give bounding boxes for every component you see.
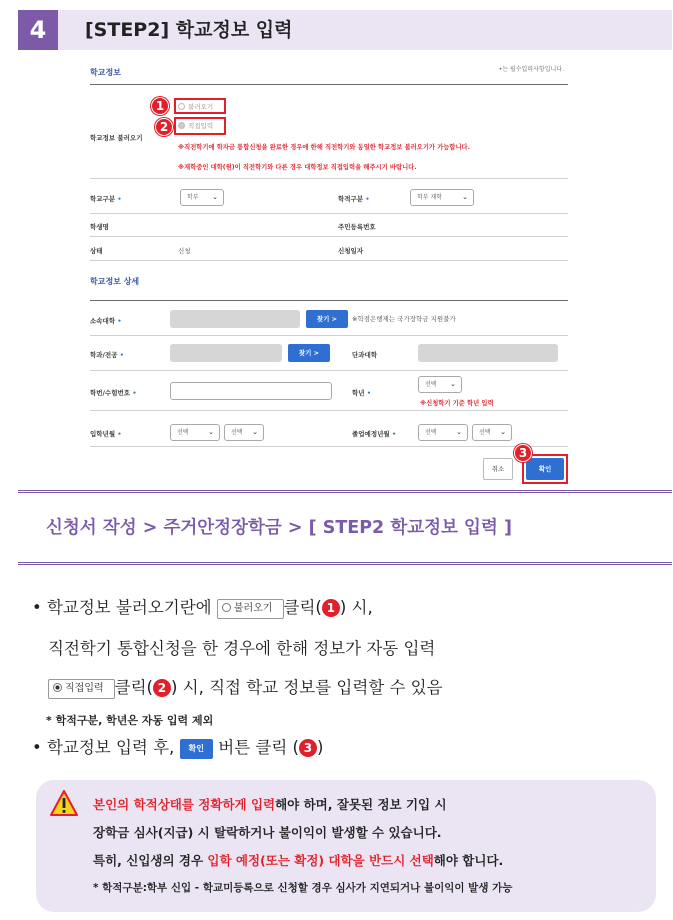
graduation-month-select[interactable] bbox=[472, 424, 512, 441]
divider-top bbox=[18, 490, 672, 495]
highlight-load bbox=[174, 98, 226, 114]
instruction-line-1 bbox=[32, 596, 373, 620]
highlight-direct bbox=[174, 117, 226, 135]
warning-highlight: 본인의 학적상태를 정확하게 입력 bbox=[93, 797, 276, 812]
step-header bbox=[18, 10, 672, 50]
school-type-text: 학교구분 bbox=[90, 195, 116, 203]
univ-text: 소속대학 bbox=[90, 317, 116, 325]
load-note-1: ※직전학기에 학자금 통합신청을 완료한 경우에 한해 직전학기와 동일한 학교정보 불러오기가 가능합니다. bbox=[178, 144, 470, 151]
graduation-text: 졸업예정년월 bbox=[352, 430, 390, 438]
chevron-down-icon: ⌄ bbox=[456, 428, 462, 436]
instruction-text: • 학교정보 입력 후, bbox=[32, 738, 175, 757]
form-screenshot bbox=[90, 58, 570, 488]
admission-text: 입학년월 bbox=[90, 430, 116, 438]
instruction-text: 클릭( bbox=[283, 598, 322, 617]
load-label: 학교정보 불러오기 bbox=[90, 134, 143, 142]
grade-select[interactable] bbox=[418, 376, 462, 393]
load-note-2: ※재학중인 대학(원)이 직전학기와 다른 경우 대학정보 직접입력을 해주시기 바랍니다. bbox=[178, 164, 417, 171]
univ-note: ※학점은행제는 국가장학금 지원불가 bbox=[352, 315, 456, 323]
graduation-month-value: 선택 bbox=[479, 429, 491, 436]
grade-text: 학년 bbox=[352, 389, 365, 397]
grade-value: 선택 bbox=[425, 381, 437, 388]
school-detail-title: 학교정보 상세 bbox=[90, 277, 140, 286]
chevron-down-icon: ⌄ bbox=[208, 428, 214, 436]
auto-input-note: * 학적구분, 학년은 자동 입력 제외 bbox=[46, 714, 214, 727]
instruction-text: ) bbox=[316, 738, 324, 757]
row-line bbox=[90, 213, 568, 214]
confirm-button-sample: 확인 bbox=[180, 739, 213, 759]
marker-2: 2 bbox=[153, 679, 171, 697]
step-number: 4 bbox=[18, 10, 58, 50]
cancel-button[interactable]: 취소 bbox=[483, 458, 513, 480]
school-info-title: 학교정보 bbox=[90, 68, 121, 77]
direct-button-sample-label: 직접입력 bbox=[65, 682, 104, 694]
marker-1: 1 bbox=[322, 599, 340, 617]
id-number-label: 주민등록번호 bbox=[338, 223, 376, 231]
badge-3: 3 bbox=[514, 444, 532, 462]
instruction-text: • 학교정보 불러오기란에 bbox=[32, 598, 212, 617]
status-text: 학적구분 bbox=[338, 195, 364, 203]
instruction-text: ) 시, 직접 학교 정보를 입력할 수 있음 bbox=[170, 678, 443, 697]
status-select[interactable] bbox=[410, 189, 474, 206]
table-top-line bbox=[90, 84, 568, 85]
row-line bbox=[90, 236, 568, 237]
univ-label: 소속대학 • bbox=[90, 317, 122, 325]
state-label: 상태 bbox=[90, 247, 103, 255]
row-line bbox=[90, 410, 568, 411]
student-no-input[interactable] bbox=[170, 382, 332, 400]
student-no-text: 학번/수험번호 bbox=[90, 389, 131, 397]
step-title: [STEP2] 학교정보 입력 bbox=[85, 19, 293, 41]
warning-text: 특히, 신입생의 경우 bbox=[93, 853, 208, 868]
chevron-down-icon: ⌄ bbox=[252, 428, 258, 436]
college-input[interactable] bbox=[418, 344, 558, 362]
warning-line-1 bbox=[93, 795, 447, 813]
major-text: 학과/전공 bbox=[90, 351, 118, 359]
admission-label: 입학년월 • bbox=[90, 430, 122, 438]
load-button-sample-label: 불러오기 bbox=[233, 602, 273, 614]
warning-text: 해야 하며, 잘못된 정보 기입 시 bbox=[275, 797, 447, 812]
row-line bbox=[90, 335, 568, 336]
graduation-year-value: 선택 bbox=[425, 429, 437, 436]
state-value: 신청 bbox=[178, 247, 191, 255]
univ-find-button[interactable]: 찾기 > bbox=[306, 310, 348, 328]
warning-line-3 bbox=[93, 851, 503, 869]
college-label: 단과대학 bbox=[352, 351, 378, 359]
chevron-down-icon: ⌄ bbox=[500, 428, 506, 436]
status-label: 학적구분 • bbox=[338, 195, 370, 203]
admission-year-value: 선택 bbox=[177, 429, 189, 436]
badge-2: 2 bbox=[155, 118, 173, 136]
row-line bbox=[90, 260, 568, 261]
graduation-year-select[interactable] bbox=[418, 424, 468, 441]
radio-direct-label: 직접입력 bbox=[188, 122, 214, 130]
marker-3: 3 bbox=[299, 739, 317, 757]
graduation-label: 졸업예정년월 • bbox=[352, 430, 397, 438]
badge-1: 1 bbox=[151, 97, 169, 115]
apply-date-label: 신청일자 bbox=[338, 247, 364, 255]
breadcrumb: 신청서 작성 > 주거안정장학금 > [ STEP2 학교정보 입력 ] bbox=[46, 518, 512, 538]
radio-load-label: 불러오기 bbox=[188, 103, 214, 111]
warning-line-2: 장학금 심사(지급) 시 탈락하거나 불이익이 발생할 수 있습니다. bbox=[93, 825, 442, 840]
warning-icon bbox=[50, 790, 78, 816]
univ-input[interactable] bbox=[170, 310, 300, 328]
row-line bbox=[90, 370, 568, 371]
school-type-value: 학부 bbox=[187, 194, 199, 201]
school-type-select[interactable] bbox=[180, 189, 224, 206]
student-name-label: 학생명 bbox=[90, 223, 109, 231]
warning-highlight: 입학 예정(또는 확정) 대학을 반드시 선택 bbox=[207, 853, 434, 868]
row-line bbox=[90, 446, 568, 447]
major-find-button[interactable]: 찾기 > bbox=[288, 344, 330, 362]
admission-year-select[interactable] bbox=[170, 424, 220, 441]
instruction-text: 버튼 클릭 ( bbox=[218, 738, 299, 757]
grade-note: ※신청학기 기준 학년 입력 bbox=[420, 400, 494, 407]
chevron-down-icon: ⌄ bbox=[450, 380, 456, 388]
instruction-line-2: 직전학기 통합신청을 한 경우에 한해 정보가 자동 입력 bbox=[48, 639, 436, 658]
confirm-button[interactable]: 확인 bbox=[526, 458, 564, 480]
status-value: 학부 재학 bbox=[417, 194, 443, 201]
admission-month-value: 선택 bbox=[231, 429, 243, 436]
load-button-sample bbox=[217, 599, 284, 619]
chevron-down-icon: ⌄ bbox=[462, 193, 468, 201]
chevron-down-icon: ⌄ bbox=[212, 193, 218, 201]
student-no-label: 학번/수험번호 • bbox=[90, 389, 137, 397]
required-note: •는 필수입력사항입니다. bbox=[498, 66, 564, 73]
grade-label: 학년 • bbox=[352, 389, 371, 397]
major-label: 학과/전공 • bbox=[90, 351, 124, 359]
major-input[interactable] bbox=[170, 344, 282, 362]
table-top-line bbox=[90, 300, 568, 301]
instruction-line-3 bbox=[48, 676, 443, 700]
divider-bottom bbox=[18, 562, 672, 567]
row-line bbox=[90, 178, 568, 179]
admission-month-select[interactable] bbox=[224, 424, 264, 441]
instruction-text: 클릭( bbox=[114, 678, 153, 697]
warning-text: 해야 합니다. bbox=[433, 853, 504, 868]
instruction-line-4 bbox=[32, 736, 323, 760]
school-type-label: 학교구분 • bbox=[90, 195, 122, 203]
instruction-text: ) 시, bbox=[339, 598, 373, 617]
warning-line-4: * 학적구분:학부 신입 - 학교미등록으로 신청할 경우 심사가 지연되거나 불이익이 발생 가능 bbox=[93, 882, 513, 894]
direct-button-sample bbox=[48, 679, 115, 699]
